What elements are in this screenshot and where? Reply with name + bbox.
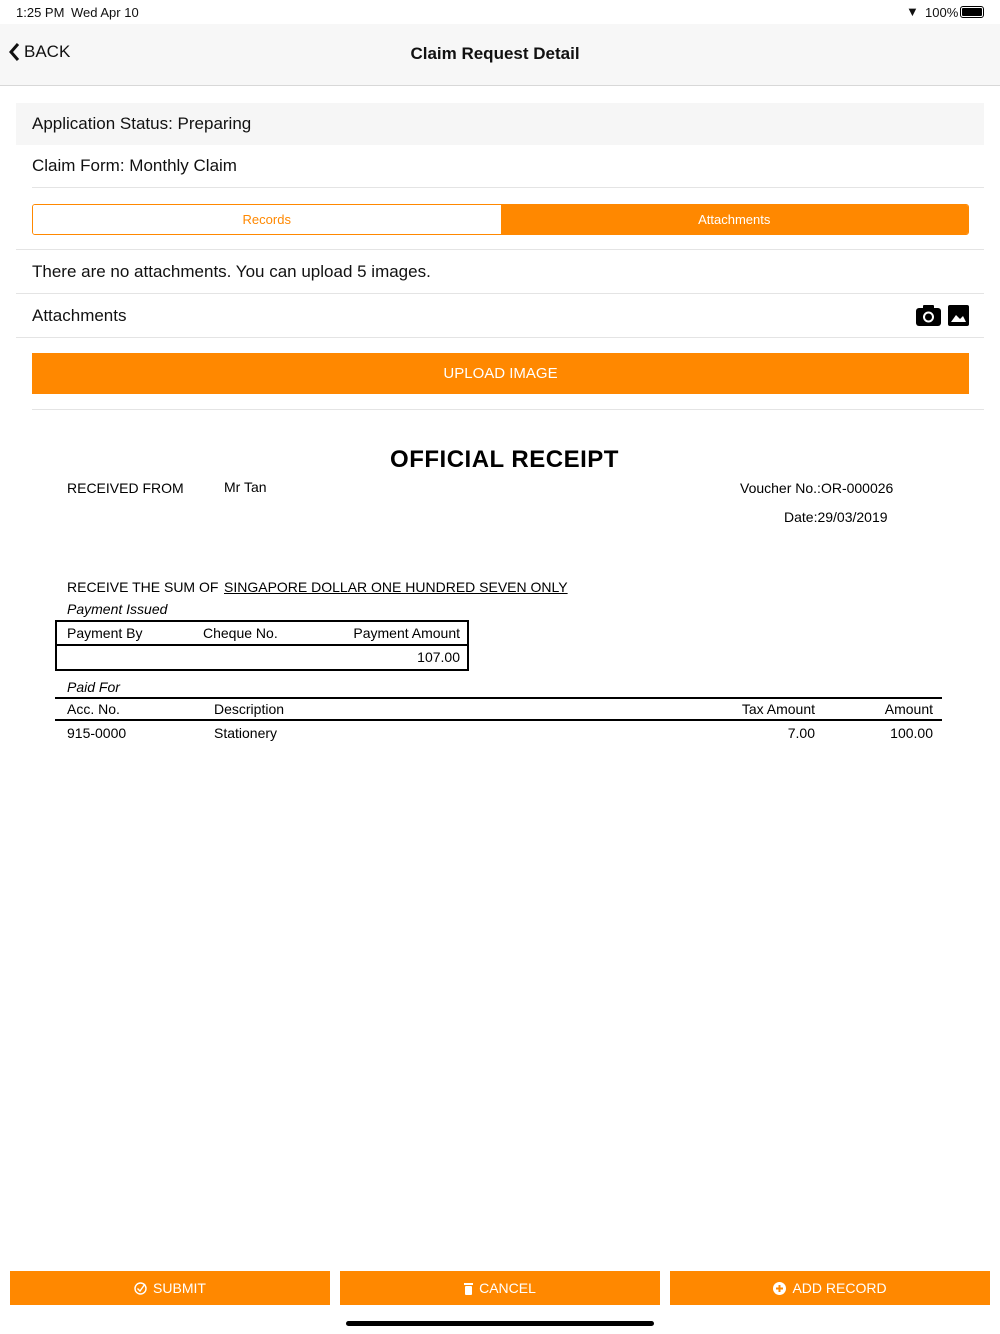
item-desc: Stationery bbox=[214, 725, 278, 741]
item-header: Amount bbox=[884, 701, 933, 717]
sum-in-words: SINGAPORE DOLLAR ONE HUNDRED SEVEN ONLY bbox=[224, 579, 568, 595]
item-tax: 7.00 bbox=[787, 725, 815, 741]
camera-icon[interactable] bbox=[916, 305, 941, 326]
receipt-image bbox=[32, 420, 984, 760]
trash-icon bbox=[464, 1282, 473, 1295]
divider bbox=[16, 249, 984, 250]
divider bbox=[16, 293, 984, 294]
tab-attachments[interactable]: Attachments bbox=[501, 205, 969, 234]
received-from-label: RECEIVED FROM bbox=[67, 480, 184, 496]
payment-amount: 107.00 bbox=[417, 649, 460, 665]
wifi-icon: ▼ bbox=[906, 4, 919, 19]
nav-bar bbox=[0, 24, 1000, 86]
received-from: Mr Tan bbox=[224, 479, 267, 495]
claim-form: Claim Form: Monthly Claim bbox=[32, 156, 237, 175]
back-label: BACK bbox=[24, 42, 71, 61]
attachments-note: There are no attachments. You can upload 5 images. bbox=[32, 262, 431, 281]
divider bbox=[32, 187, 984, 188]
page-title: Claim Request Detail bbox=[410, 44, 580, 63]
payment-issued-label: Payment Issued bbox=[67, 601, 168, 617]
add-record-button[interactable] bbox=[670, 1271, 990, 1305]
tab-records[interactable]: Records bbox=[33, 205, 501, 234]
item-header: Tax Amount bbox=[741, 701, 815, 717]
paid-for-label: Paid For bbox=[67, 679, 120, 695]
upload-image-button[interactable]: UPLOAD IMAGE bbox=[32, 353, 969, 394]
status-time: 1:25 PM bbox=[16, 5, 65, 20]
image-gallery-icon[interactable] bbox=[948, 305, 969, 326]
battery-percent: 100% bbox=[925, 5, 959, 20]
divider bbox=[32, 409, 984, 410]
receipt-date: Date:29/03/2019 bbox=[784, 509, 888, 525]
item-amount: 100.00 bbox=[890, 725, 933, 741]
sum-label: RECEIVE THE SUM OF bbox=[67, 579, 219, 595]
rule bbox=[55, 719, 942, 721]
item-header: Description bbox=[214, 701, 285, 717]
divider bbox=[16, 337, 984, 338]
battery-icon bbox=[960, 6, 984, 18]
application-status: Application Status: Preparing bbox=[16, 103, 984, 145]
status-bar bbox=[0, 0, 1000, 24]
item-acc: 915-0000 bbox=[67, 725, 127, 741]
receipt-title: OFFICIAL RECEIPT bbox=[390, 446, 619, 473]
payment-header: Payment By bbox=[67, 625, 143, 641]
rule bbox=[55, 697, 942, 699]
item-header: Acc. No. bbox=[67, 701, 120, 717]
check-circle-icon bbox=[134, 1282, 147, 1295]
payment-header: Cheque No. bbox=[203, 625, 278, 641]
submit-button[interactable] bbox=[10, 1271, 330, 1305]
payment-header: Payment Amount bbox=[353, 625, 460, 641]
cancel-label: CANCEL bbox=[479, 1280, 536, 1296]
home-indicator bbox=[346, 1321, 654, 1326]
cancel-button[interactable] bbox=[340, 1271, 660, 1305]
plus-circle-icon bbox=[773, 1282, 786, 1295]
attachments-label: Attachments bbox=[32, 306, 127, 325]
submit-label: SUBMIT bbox=[153, 1280, 206, 1296]
voucher-number: Voucher No.:OR-000026 bbox=[740, 480, 894, 496]
status-date: Wed Apr 10 bbox=[71, 5, 139, 20]
add-record-label: ADD RECORD bbox=[792, 1280, 887, 1296]
tab-bar bbox=[32, 204, 969, 235]
